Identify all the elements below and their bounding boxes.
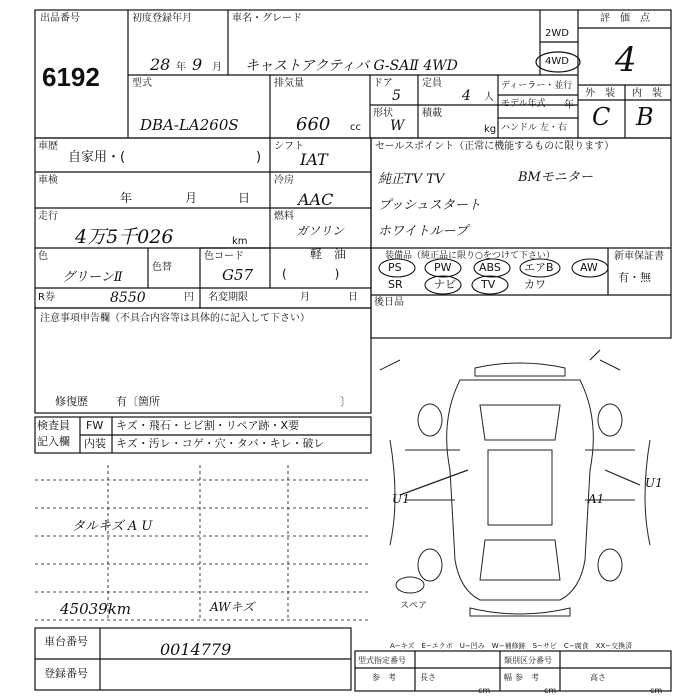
lot-number: 6192 <box>42 62 100 92</box>
fw-items: キズ・飛石・ヒビ割・リペア跡・X要 <box>116 419 300 432</box>
drive-4wd: 4WD <box>545 56 569 67</box>
sales-point-3: プッシュスタート <box>378 198 481 213</box>
shape-label: 形状 <box>373 108 393 119</box>
person-unit: 人 <box>484 92 494 103</box>
door-label: ドア <box>373 78 393 89</box>
inspector-label-2: 記入欄 <box>37 435 70 448</box>
inspection-year-unit: 年 <box>120 191 133 205</box>
fuel-value: ガソリン <box>296 224 345 238</box>
damage-legend: A−キズ E−エクボ U−凹み W−補修跡 S−サビ C−腐食 XX−交換済 <box>390 642 633 650</box>
repair-history-close: 〕 <box>340 395 351 408</box>
exterior-label: 外 装 <box>585 88 615 99</box>
warranty-label: 新車保証書 <box>614 251 664 262</box>
door-count: 5 <box>392 88 401 104</box>
body-shape: W <box>390 118 405 134</box>
kg-unit: kg <box>484 124 497 135</box>
width-cm: cm <box>544 686 557 695</box>
model-code: DBA-LA260S <box>140 116 239 134</box>
capacity: 4 <box>462 88 471 104</box>
warranty-value: 有・無 <box>618 271 651 284</box>
repair-history-label: 修復歴 <box>55 395 88 408</box>
km-unit: km <box>232 236 248 247</box>
cert-ref: 参 考 <box>372 673 396 682</box>
length-cm: cm <box>478 686 491 695</box>
registration-month: 9 <box>192 55 203 74</box>
chassis-number: 0014779 <box>160 640 232 659</box>
color-label: 色 <box>38 251 48 262</box>
damage-mark-right: A1 <box>588 492 605 506</box>
equip-abs: ABS <box>479 261 501 274</box>
shift-value: IAT <box>300 150 328 169</box>
load-label: 積載 <box>422 108 442 119</box>
sales-point-4: ホワイトループ <box>378 224 468 239</box>
equip-sr: SR <box>388 278 403 291</box>
mileage-label: 走行 <box>38 211 58 222</box>
exterior-grade: C <box>592 103 611 131</box>
equip-pw: PW <box>434 261 452 274</box>
spare-label: スペア <box>400 601 428 611</box>
mileage: 4万5千026 <box>75 226 174 248</box>
equip-leather: カワ <box>524 278 546 291</box>
damage-mark-left: U1 <box>392 492 410 506</box>
history-close: ) <box>256 150 262 165</box>
interior-label: 内 装 <box>632 88 662 99</box>
equip-ps: PS <box>388 261 402 274</box>
inspection-day-unit: 日 <box>238 191 251 205</box>
sales-point-2: BMモニター <box>518 170 593 185</box>
shift-label: シフト <box>274 141 304 152</box>
fw-label: FW <box>86 419 104 432</box>
displacement: 660 <box>296 114 331 135</box>
class-label: 類別区分番号 <box>504 656 552 665</box>
inspection-month-unit: 月 <box>185 191 198 205</box>
equip-navi: ナビ <box>434 278 456 291</box>
name-change-day: 日 <box>348 292 358 303</box>
interior-grade: B <box>636 103 654 131</box>
inspector-label-1: 検査員 <box>37 419 70 432</box>
notes-label: 注意事項申告欄（不具合内容等は具体的に記入して下さい） <box>40 313 310 324</box>
equipment-label: 装備品（純正品に限り○をつけて下さい） <box>385 251 555 261</box>
month-unit: 月 <box>212 62 222 73</box>
score-label: 評 価 点 <box>600 13 650 24</box>
model-year-unit: 年 <box>564 100 574 111</box>
color-code-label: 色コード <box>204 251 244 262</box>
height-label: 高さ <box>590 673 606 682</box>
history-value: 自家用・( <box>68 150 126 165</box>
aircon-label: 冷房 <box>274 175 294 186</box>
color-value: グリーンⅡ <box>62 270 123 285</box>
capacity-label: 定員 <box>422 78 442 89</box>
interior-items: キズ・汚レ・コゲ・穴・タバ・キレ・破レ <box>116 437 325 450</box>
yen-unit: 円 <box>184 292 194 303</box>
damage-mark-right-2: U1 <box>645 476 663 490</box>
equip-airbag: エアB <box>524 261 554 274</box>
displacement-label: 排気量 <box>274 78 304 89</box>
cc-unit: cc <box>350 122 361 133</box>
inspection-label: 車検 <box>38 175 58 186</box>
equip-aw: AW <box>580 261 598 274</box>
registration-year: 28 <box>150 55 171 74</box>
cert-label: 型式指定番号 <box>358 656 406 665</box>
aircon-value: AAC <box>298 190 334 209</box>
year-unit: 年 <box>176 62 186 73</box>
repair-history-value: 有〔箇所 <box>116 395 160 408</box>
car-name-label: 車名・グレード <box>232 13 302 24</box>
recycle-value: 8550 <box>110 290 146 306</box>
class-ref: 参 考 <box>515 673 539 682</box>
history-label: 車歴 <box>38 141 58 152</box>
fuel-paren: ( ) <box>282 267 340 281</box>
interior-check-label: 内装 <box>84 437 106 450</box>
width-label: 幅 <box>504 673 512 682</box>
name-change-label: 名変期限 <box>208 292 248 303</box>
height-cm: cm <box>650 686 663 695</box>
lot-number-label: 出品番号 <box>40 13 80 24</box>
equip-tv: TV <box>481 278 496 291</box>
aftermarket-label: 後日品 <box>374 297 404 308</box>
first-registration-label: 初度登録年月 <box>132 13 192 24</box>
recycle-label: R券 <box>38 292 55 303</box>
color-code: G57 <box>222 266 254 284</box>
car-name: キャストアクティバ G-SAⅡ 4WD <box>245 58 458 74</box>
inspector-note-2: 45039km <box>60 600 132 618</box>
inspector-note-3: AWキズ <box>210 600 255 614</box>
drive-2wd: 2WD <box>545 28 569 39</box>
model-year-label: モデル年式 <box>501 99 546 109</box>
color-change-label: 色替 <box>152 262 172 273</box>
inspector-note-1: タルキズ A U <box>72 519 153 534</box>
sales-point-1: 純正TV TV <box>378 172 445 187</box>
chassis-label: 車台番号 <box>44 635 88 648</box>
dealer-label: ディーラー・並行 <box>501 81 573 91</box>
overall-score: 4 <box>615 40 637 80</box>
fuel-diesel: 軽 油 <box>310 247 347 261</box>
fuel-label: 燃料 <box>274 211 294 222</box>
registration-label: 登録番号 <box>44 667 88 680</box>
length-label: 長さ <box>420 673 436 682</box>
model-label: 型式 <box>132 78 152 89</box>
sales-point-label: セールスポイント（正常に機能するものに限ります） <box>375 141 615 152</box>
handle-label: ハンドル 左・右 <box>501 123 567 133</box>
name-change-month: 月 <box>300 292 310 303</box>
